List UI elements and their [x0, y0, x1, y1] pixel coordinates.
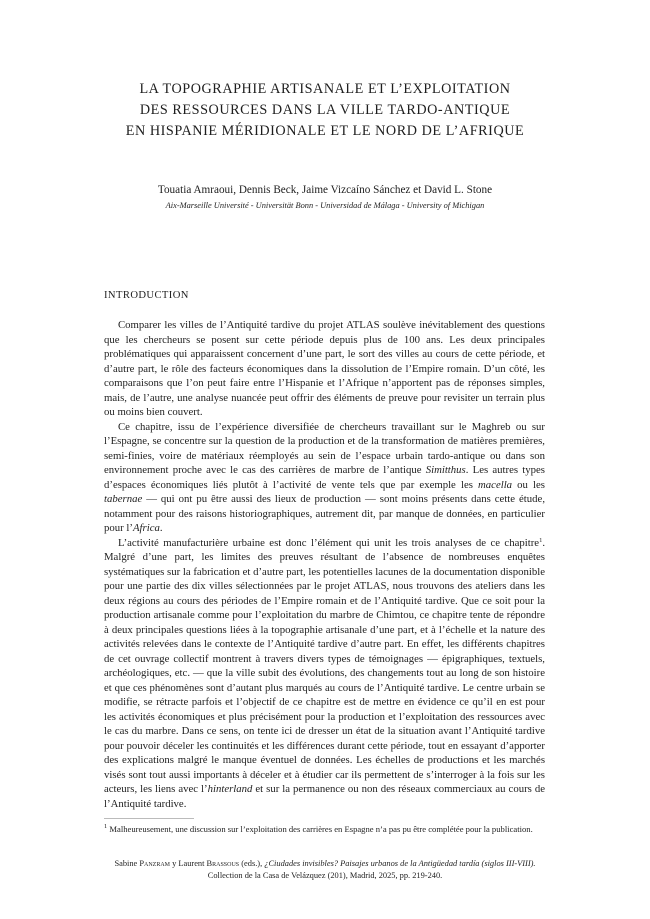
footnote-text: Malheureusement, une discussion sur l’exploitation des carrières en Espagne n’a pas pu être complétée pour la publication. — [109, 824, 533, 834]
citation-line-2: Collection de la Casa de Velázquez (201), Madrid, 2025, pp. 219-240. — [207, 870, 443, 880]
section-heading: INTRODUCTION — [104, 290, 189, 301]
body-text — [104, 318, 545, 811]
title-line: EN HISPANIE MÉRIDIONALE ET LE NORD DE L’AFRIQUE — [125, 123, 525, 139]
title-line: DES RESSOURCES DANS LA VILLE TARDO-ANTIQUE — [139, 102, 511, 118]
citation — [0, 858, 650, 881]
affiliations: Aix-Marseille Université - Universität Bonn - Universidad de Málaga - University of Michigan — [165, 201, 485, 210]
title-line: LA TOPOGRAPHIE ARTISANALE ET L’EXPLOITATION — [139, 81, 511, 97]
footnote-ref[interactable]: 1 — [539, 536, 543, 544]
paragraph: Comparer les villes de l’Antiquité tardive du projet ATLAS soulève inévitablement des questions que les chercheurs se posent sur cette période depuis plus de 100 ans. Les deux principales problématiques qui apparaissent concernent d’une part, le sort des villes au cours de cette période, et d’autre part, le rôle des facteurs économiques dans la dissolution de l’Empire romain. D’un côté, les comparaisons que l’on peut faire entre l’Hispanie et l’Afrique n’apportent pas de réponses simples, mais, de l’autre, une analyse nuancée peut offrir des éléments de preuve pour revisiter un terrain plus ou moins bien couvert. — [104, 319, 545, 418]
footnote-divider — [104, 818, 194, 819]
footnote — [104, 824, 545, 836]
chapter-title — [0, 79, 650, 142]
paragraph: Ce chapitre, issu de l’expérience diversifiée de chercheurs travaillant sur le Maghreb ou sur l’Espagne, se concentre sur la question de la production et de la transformation de matières premières, semi-finies, voire de matériaux réemployés au sein de l’espace urbain tardo-antique ou dans son environnement proche avec le cas des carrières de marbre de l’antique Simitthus. Les autres types d’espaces économiques liés plutôt à l’activité de vente tels que par exemple les macella ou les tabernae — qui ont pu être aussi des lieux de production — sont moins présents dans cette étude, notamment pour des raisons historiographiques, autrement dit, par manque de données, en particulier pour l’Africa. — [104, 420, 545, 534]
footnote-mark: 1 — [104, 823, 108, 830]
paragraph: L’activité manufacturière urbaine est donc l’élément qui unit les trois analyses de ce chapitre$^1$. Malgré d’une part, les limites des preuves résultant de l’absence de nombreuses enquêtes systématiques sur la fabrication et d’autre part, les potentielles lacunes de la documentation disponible pour une partie des dix villes sélectionnées par le projet ATLAS, nous trouvons des ateliers dans les deux régions au cours des périodes de l’Empire romain et de l’Antiquité tardive. Que ce soit pour la production artisanale comme pour l’exploitation du marbre de Chimtou, ce chapitre tente de répondre à deux principales questions liées à la topographie artisanale d’une part, et à l’échelle et la nature des activités relevées dans le contexte de l’Antiquité tardive d’autre part. En effet, les différents chapitres de cet ouvrage collectif montrent à travers divers types de témoignages — épigraphiques, textuels, archéologiques, etc. — que la ville subit des évolutions, des changements tout au long de son histoire et que ces phénomènes sont d’autant plus marqués au cours de l’Antiquité tardive. Le centre urbain se modifie, se rétracte parfois et l’objectif de ce chapitre est de mettre en évidence ce qu’il en est pour les activités économiques et plus précisément pour la production et l’exploitation des ressources avec le cas du marbre. Dans ce sens, on tente ici de dresser un état de la situation avant l’Antiquité tardive pour pouvoir déceler les continuités et les différences durant cette période, tout en essayant d’apporter des explications malgré le manque éventuel de données. Les échelles de productions et les marchés visés sont tout aussi importants à déceler et à étudier car ils permettent de s’interroger à la fois sur les acteurs, les liens avec l’hinterland et sur la permanence ou non des réseaux commerciaux au cours de l’Antiquité tardive. — [104, 536, 545, 810]
authors: Touatia Amraoui, Dennis Beck, Jaime Vizcaíno Sánchez et David L. Stone — [157, 184, 493, 196]
citation-line-1: Sabine Panzram y Laurent Brassous (eds.), ¿Ciudades invisibles? Paisajes urbanos de la Antigüedad tardía (siglos III-VIII). — [114, 859, 536, 868]
